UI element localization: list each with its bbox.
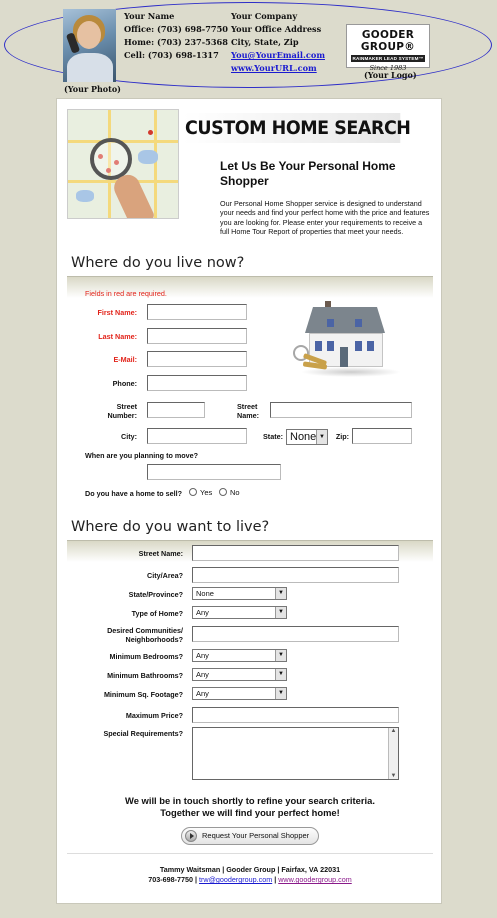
min-bedrooms-label: Minimum Bedrooms? — [109, 652, 183, 661]
company-logo: GOODER GROUP® RAINMAKER LEAD SYSTEM™ Since 1983 — [346, 24, 430, 68]
map-magnifier-image — [67, 109, 179, 219]
textarea-scrollbar[interactable]: ▲ ▼ — [388, 728, 398, 779]
section-current-home-title: Where do you live now? — [71, 255, 245, 271]
header — [0, 0, 497, 98]
city-area-input[interactable] — [192, 567, 399, 583]
desired-street-input[interactable] — [192, 545, 399, 561]
phone-label: Phone: — [112, 379, 137, 388]
min-bathrooms-label: Minimum Bathrooms? — [107, 671, 183, 680]
closing-line-2: Together we will find your perfect home! — [160, 807, 340, 818]
play-icon — [185, 830, 197, 842]
tagline: Let Us Be Your Personal Home Shopper — [220, 159, 396, 188]
max-price-label: Maximum Price? — [125, 711, 183, 720]
office-phone: Office: (703) 698-7750 — [124, 24, 228, 34]
contact-info — [124, 10, 228, 62]
min-bathrooms-select[interactable]: Any ▼ — [192, 668, 287, 681]
footer-line-2: 703-698-7750 | trw@goodergroup.com | www.goodergroup.com — [148, 875, 352, 884]
max-price-input[interactable] — [192, 707, 399, 723]
office-address: Your Office Address — [231, 24, 322, 34]
email-link[interactable]: You@YourEmail.com — [231, 50, 325, 60]
city-state-zip: City, State, Zip — [231, 37, 299, 47]
state-province-select[interactable]: None ▼ — [192, 587, 287, 600]
communities-input[interactable] — [192, 626, 399, 642]
min-sqft-select[interactable]: Any ▼ — [192, 687, 287, 700]
sell-yes-radio[interactable] — [189, 488, 197, 496]
move-timing-input[interactable] — [147, 464, 281, 480]
footer-site-link[interactable]: www.goodergroup.com — [278, 875, 352, 884]
sell-yes-label: Yes — [200, 488, 213, 497]
home-type-label: Type of Home? — [131, 609, 183, 618]
move-timing-label: When are you planning to move? — [85, 451, 199, 460]
custom-home-search-banner: CUSTOM HOME SEARCH — [185, 117, 411, 139]
footer-email-link[interactable]: trw@goodergroup.com — [199, 875, 273, 884]
email-label: E-Mail: — [113, 355, 137, 364]
home-type-select[interactable]: Any ▼ — [192, 606, 287, 619]
desired-street-label: Street Name: — [138, 549, 183, 558]
special-req-textarea[interactable] — [192, 727, 399, 780]
email-input[interactable] — [147, 351, 247, 367]
first-name-label: First Name: — [97, 308, 137, 317]
phone-input[interactable] — [147, 375, 247, 391]
logo-caption: (Your Logo) — [364, 70, 417, 80]
street-number-input[interactable] — [147, 402, 205, 418]
street-name-label: Street Name: — [237, 402, 259, 420]
zip-input[interactable] — [352, 428, 412, 444]
street-name-input[interactable] — [270, 402, 412, 418]
sell-no-label: No — [230, 488, 240, 497]
special-req-label: Special Requirements? — [103, 729, 183, 738]
url-link[interactable]: www.YourURL.com — [231, 63, 317, 73]
photo-caption: (Your Photo) — [64, 84, 121, 94]
state-province-label: State/Province? — [128, 590, 183, 599]
agent-photo — [63, 9, 116, 82]
house-keys-image — [291, 297, 403, 379]
agent-name: Your Name — [124, 11, 175, 21]
first-name-input[interactable] — [147, 304, 247, 320]
home-phone: Home: (703) 237-5368 — [124, 37, 228, 47]
state-label: State: — [263, 432, 283, 441]
state-select[interactable]: None ▼ — [286, 429, 328, 445]
sell-no-radio[interactable] — [219, 488, 227, 496]
sell-home-label: Do you have a home to sell? — [85, 489, 183, 498]
min-bedrooms-select[interactable]: Any ▼ — [192, 649, 287, 662]
city-input[interactable] — [147, 428, 247, 444]
intro-text: Our Personal Home Shopper service is designed to understand your needs and find your perfect home with the price and features you are looking for. Please enter your requirements to receive a full Home Tour Report of properties that meet your needs. — [220, 199, 430, 236]
city-area-label: City/Area? — [147, 571, 183, 580]
street-number-label: Street Number: — [107, 402, 137, 420]
form-card — [56, 98, 442, 904]
min-sqft-label: Minimum Sq. Footage? — [103, 690, 183, 699]
last-name-input[interactable] — [147, 328, 247, 344]
city-label: City: — [121, 432, 137, 441]
footer-line-1: Tammy Waitsman | Gooder Group | Fairfax, VA 22031 — [159, 865, 341, 874]
company-info — [231, 10, 325, 75]
zip-label: Zip: — [335, 432, 349, 441]
request-shopper-button[interactable]: Request Your Personal Shopper — [181, 827, 319, 845]
company-name: Your Company — [231, 11, 298, 21]
communities-label: Desired Communities/ Neighborhoods? — [107, 626, 183, 644]
cell-phone: Cell: (703) 698-1317 — [124, 50, 219, 60]
closing-line-1: We will be in touch shortly to refine your search criteria. — [125, 795, 375, 806]
section-desired-home-title: Where do you want to live? — [71, 519, 270, 535]
footer-divider — [67, 853, 433, 854]
required-note: Fields in red are required. — [85, 289, 167, 298]
last-name-label: Last Name: — [98, 332, 137, 341]
